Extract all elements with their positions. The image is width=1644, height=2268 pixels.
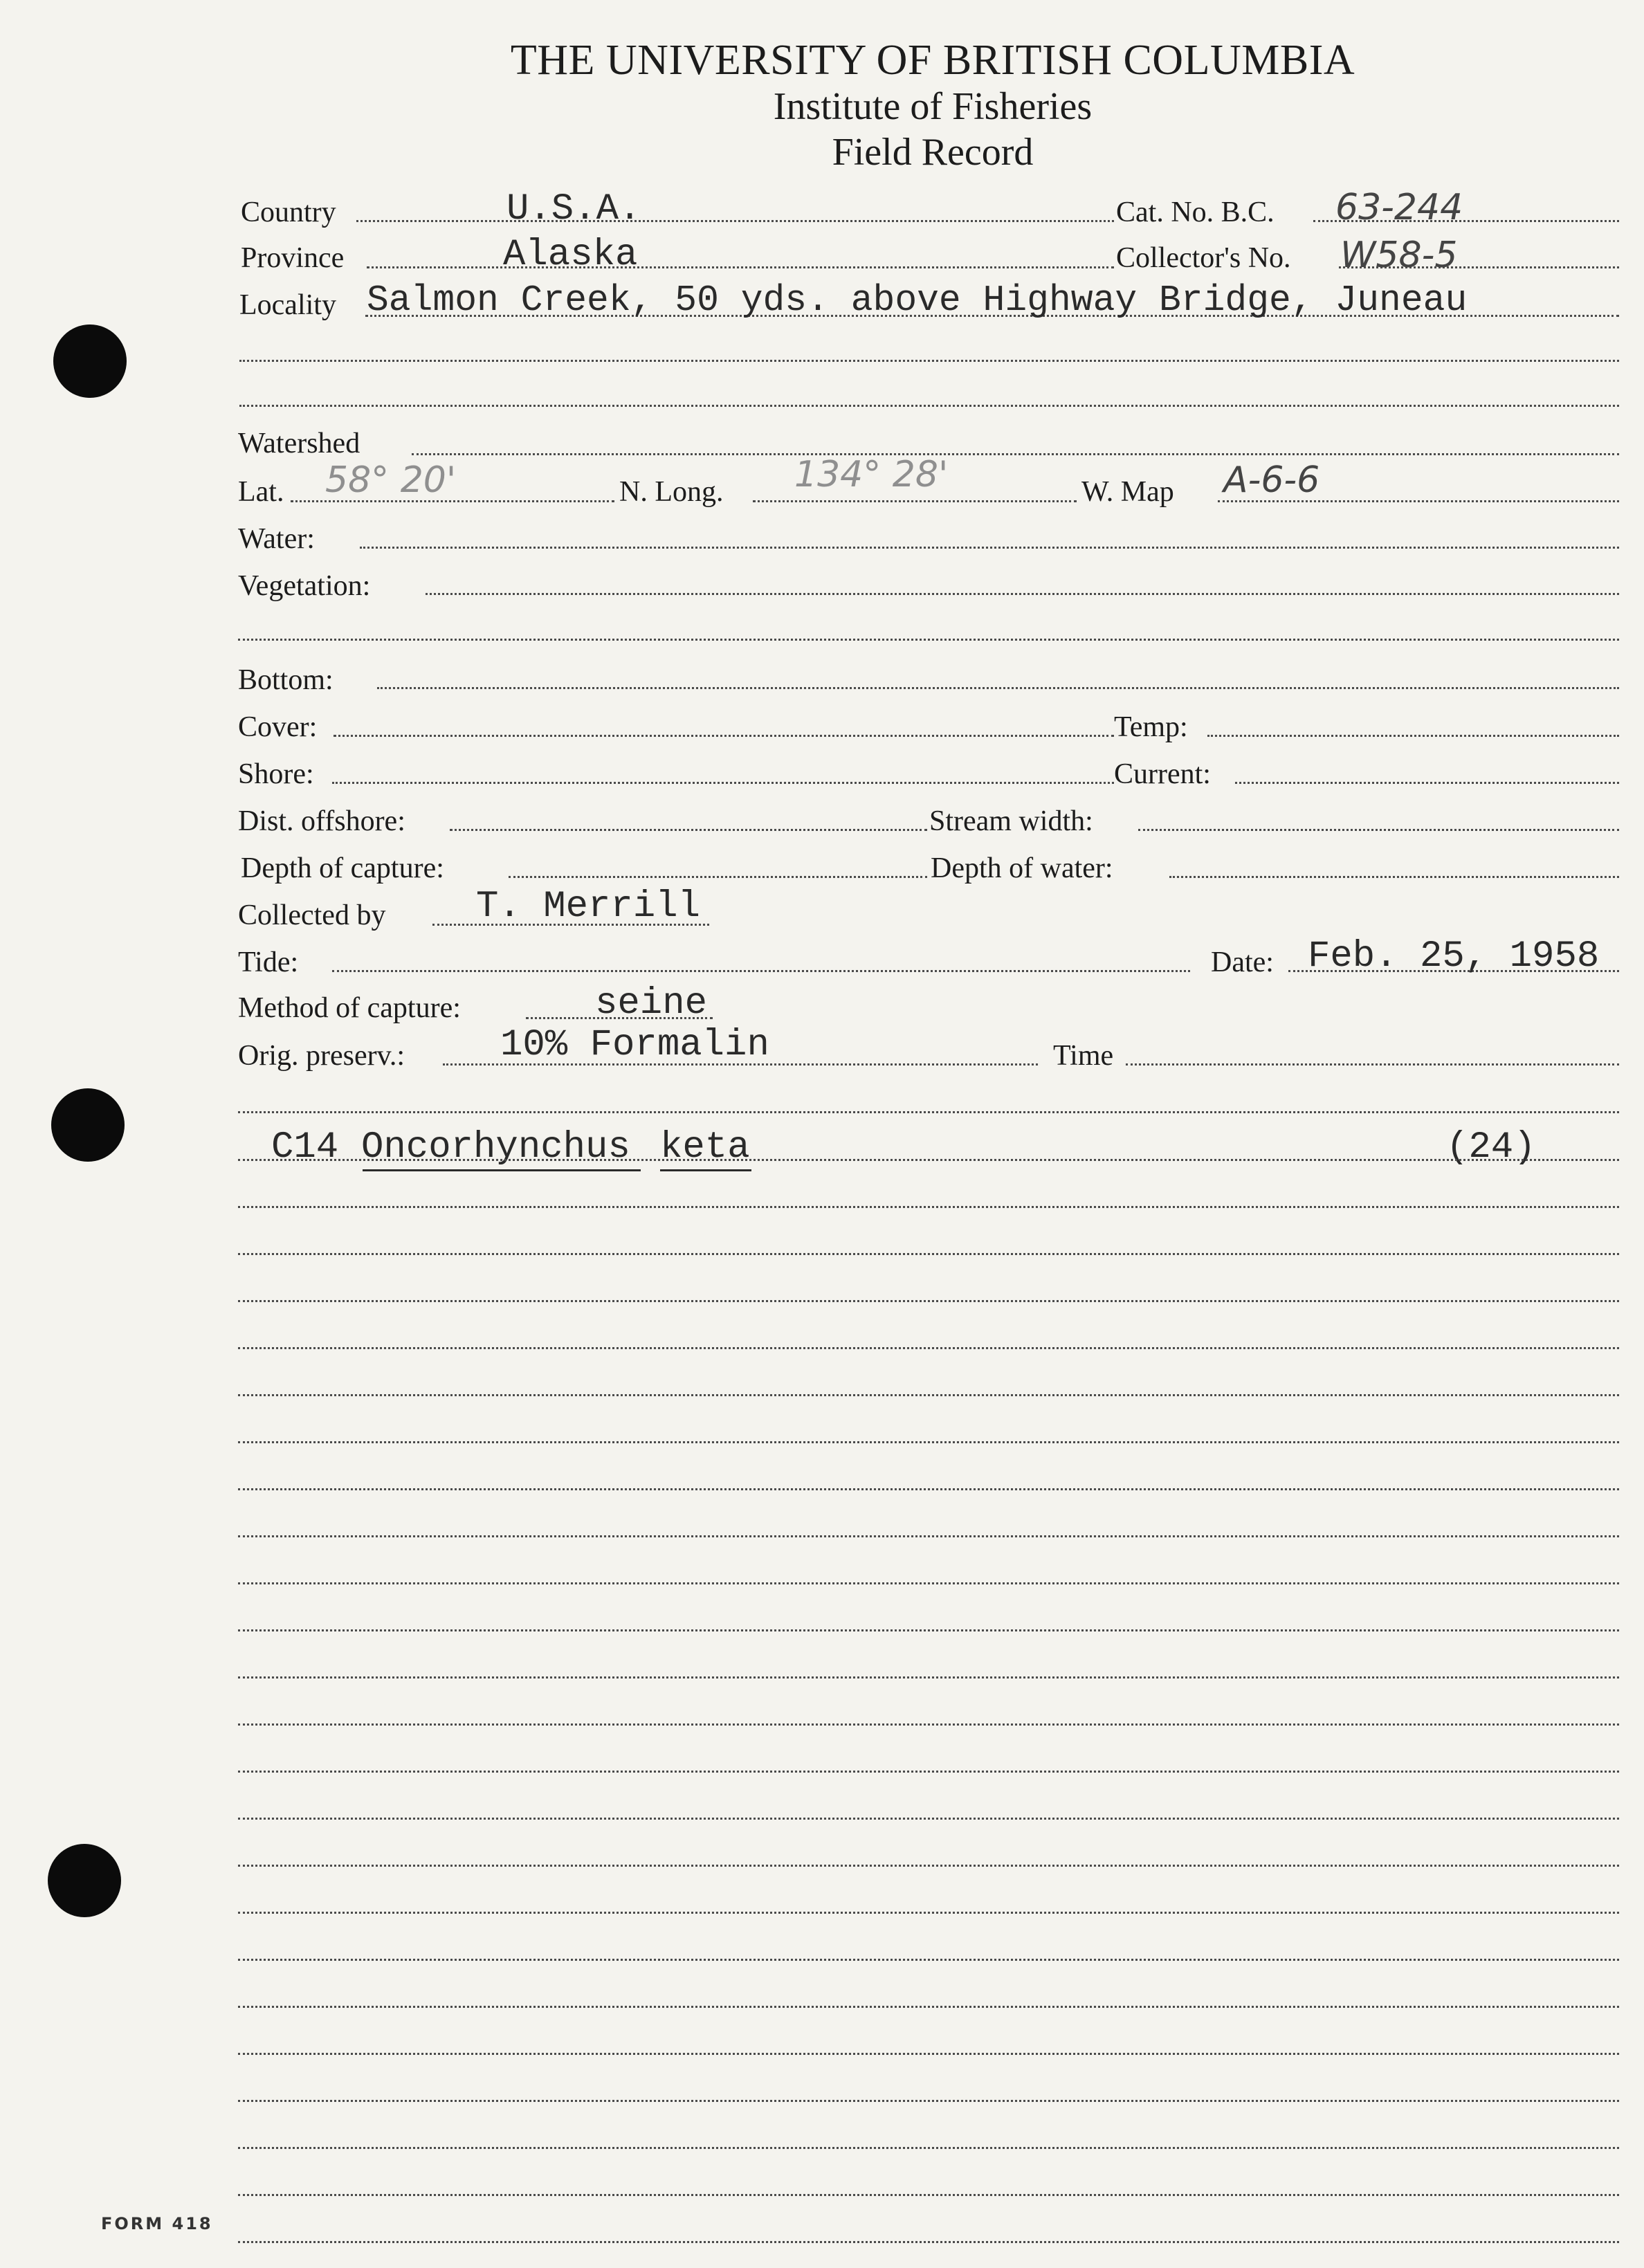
ruled-line xyxy=(238,1441,1619,1443)
locality-label: Locality xyxy=(239,289,336,321)
n-long-label: N. Long. xyxy=(619,476,724,508)
ruled-line xyxy=(238,1629,1619,1631)
locality-value: Salmon Creek, 50 yds. above Highway Bridge, Juneau xyxy=(367,280,1468,321)
specimen-count: (24) xyxy=(1446,1126,1536,1169)
locality-line-3 xyxy=(239,405,1619,407)
form-number: FORM 418 xyxy=(101,2214,213,2233)
ruled-line xyxy=(238,1347,1619,1349)
ruled-line xyxy=(238,2241,1619,2243)
ruled-line xyxy=(238,1676,1619,1679)
ruled-line xyxy=(238,1723,1619,1726)
punch-hole-bottom xyxy=(48,1844,121,1917)
tide-label: Tide: xyxy=(238,946,299,978)
specimen-genus: Oncorhynchus xyxy=(361,1126,630,1169)
cat-no-label: Cat. No. B.C. xyxy=(1116,196,1275,228)
ruled-line xyxy=(238,1912,1619,1914)
shore-label: Shore: xyxy=(238,758,314,790)
ruled-line xyxy=(238,1488,1619,1490)
temp-label: Temp: xyxy=(1114,711,1188,743)
method-of-capture-value: seine xyxy=(595,982,708,1025)
ruled-line xyxy=(238,1535,1619,1537)
ruled-line xyxy=(238,1300,1619,1302)
specimen-species: keta xyxy=(660,1126,750,1169)
bottom-label: Bottom: xyxy=(238,664,334,696)
province-line xyxy=(367,266,1114,268)
watershed-label: Watershed xyxy=(238,428,360,459)
water-label: Water: xyxy=(238,523,315,555)
temp-line xyxy=(1207,735,1619,737)
vegetation-label: Vegetation: xyxy=(238,570,371,602)
tide-line xyxy=(332,970,1190,972)
time-line xyxy=(1126,1063,1619,1066)
cover-label: Cover: xyxy=(238,711,318,743)
ruled-line xyxy=(238,2194,1619,2196)
ruled-line xyxy=(238,1818,1619,1820)
vegetation-line-2 xyxy=(238,639,1619,641)
ruled-line xyxy=(238,1582,1619,1584)
dist-offshore-label: Dist. offshore: xyxy=(238,805,405,837)
country-line xyxy=(356,220,1114,222)
species-underline xyxy=(660,1169,751,1171)
ruled-line xyxy=(238,1771,1619,1773)
genus-underline xyxy=(363,1169,641,1171)
specimen-code: C14 xyxy=(271,1126,339,1169)
vegetation-line xyxy=(426,593,1619,595)
w-map-label: W. Map xyxy=(1081,476,1174,508)
depth-of-capture-line xyxy=(509,876,927,878)
date-label: Date: xyxy=(1211,946,1274,978)
water-line xyxy=(360,547,1619,549)
ruled-line xyxy=(238,2147,1619,2149)
ruled-line xyxy=(238,1206,1619,1208)
current-label: Current: xyxy=(1114,758,1211,790)
collected-by-label: Collected by xyxy=(238,899,386,931)
method-of-capture-label: Method of capture: xyxy=(238,992,461,1024)
depth-of-water-label: Depth of water: xyxy=(931,852,1113,884)
ruled-line xyxy=(238,2006,1619,2008)
institution-name: THE UNIVERSITY OF BRITISH COLUMBIA xyxy=(510,37,1355,84)
ruled-line xyxy=(238,1253,1619,1255)
ruled-line xyxy=(238,2053,1619,2055)
ruled-line xyxy=(238,2100,1619,2102)
punch-hole-middle xyxy=(51,1088,125,1162)
orig-preserv-value: 10% Formalin xyxy=(500,1024,769,1066)
stream-width-label: Stream width: xyxy=(929,805,1093,837)
map-value: A-6-6 xyxy=(1223,459,1320,501)
stream-width-line xyxy=(1138,829,1619,831)
form-title: Field Record xyxy=(832,131,1034,174)
province-value: Alaska xyxy=(503,234,638,276)
ruled-line xyxy=(238,1865,1619,1867)
cat-no-value: 63-244 xyxy=(1335,187,1463,228)
current-line xyxy=(1235,782,1619,784)
orig-preserv-label: Orig. preserv.: xyxy=(238,1040,405,1072)
lat-value: 58° 20' xyxy=(325,459,457,501)
punch-hole-top xyxy=(53,324,127,398)
country-value: U.S.A. xyxy=(506,188,641,230)
bottom-line xyxy=(377,687,1619,689)
date-value: Feb. 25, 1958 xyxy=(1308,935,1600,978)
depth-of-capture-label: Depth of capture: xyxy=(241,852,444,884)
watershed-line xyxy=(412,453,1619,455)
ruled-line xyxy=(238,1959,1619,1961)
long-value: 134° 28' xyxy=(794,454,949,495)
department-name: Institute of Fisheries xyxy=(773,85,1093,128)
locality-line-2 xyxy=(239,360,1619,362)
collectors-no-label: Collector's No. xyxy=(1116,242,1291,274)
cover-line xyxy=(334,735,1114,737)
collectors-no-value: W58-5 xyxy=(1340,235,1458,276)
country-label: Country xyxy=(241,196,336,228)
ruled-line xyxy=(238,1159,1619,1161)
depth-of-water-line xyxy=(1169,876,1619,878)
lat-label: Lat. xyxy=(238,476,284,508)
dist-offshore-line xyxy=(450,829,927,831)
long-line xyxy=(753,500,1077,502)
collected-by-value: T. Merrill xyxy=(476,886,701,928)
province-label: Province xyxy=(241,242,345,274)
ruled-line xyxy=(238,1111,1619,1113)
ruled-line xyxy=(238,1394,1619,1396)
time-label: Time xyxy=(1053,1040,1114,1072)
shore-line xyxy=(332,782,1114,784)
